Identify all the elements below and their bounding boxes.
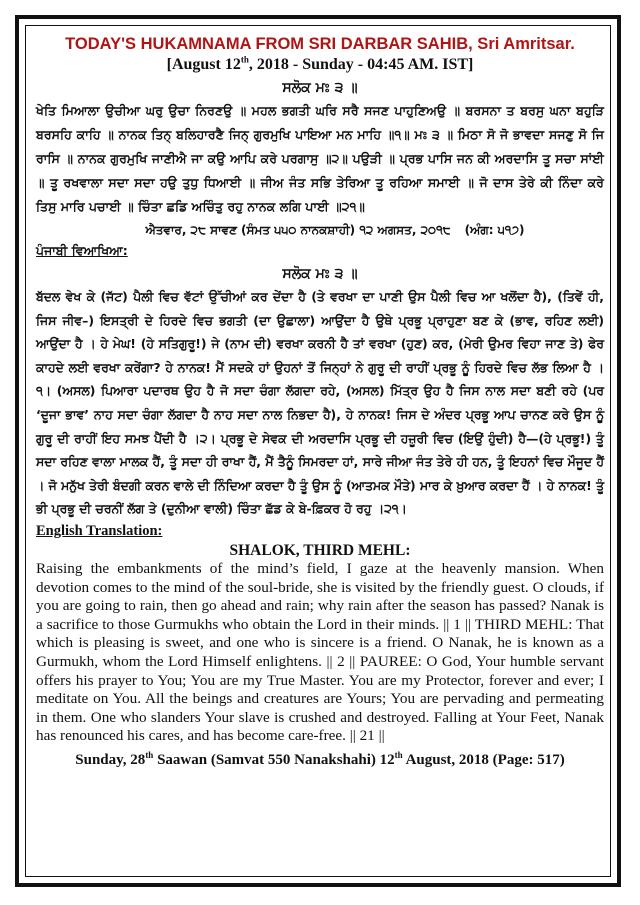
- gurmukhi-heading: ਸਲੋਕ ਮਃ ੩ ॥: [282, 80, 358, 96]
- hukamnama-content: [36, 34, 604, 770]
- english-section-label: English Translation:: [36, 522, 163, 539]
- english-footer-date: Sunday, 28th Saawan (Samvat 550 Nanakshahi) 12th August, 2018 (Page: 517): [75, 749, 565, 768]
- punjabi-heading: ਸਲੋਕ ਮਃ ੩ ॥: [282, 266, 358, 282]
- punjabi-explanation: ਬੱਦਲ ਵੇਖ ਕੇ (ਜੱਟ) ਪੈਲੀ ਵਿਚ ਵੱਟਾਂ ਉੱਚੀਆਂ ਕਰ ਦੇਂਦਾ ਹੈ (ਤੇ ਵਰਖਾ ਦਾ ਪਾਣੀ ਉਸ ਪੈਲੀ ਵਿਚ ਆ ਖਲੋਂਦਾ ਹੈ), (ਤਿਵੇਂ ਹੀ, ਜਿਸ ਜੀਵ–) ਇਸਤ੍ਰੀ ਦੇ ਹਿਰਦੇ ਵਿਚ ਭਗਤੀ (ਦਾ ਉਛਾਲਾ) ਆਉਂਦਾ ਹੈ ਉਥੇ ਪ੍ਰਭੂ ਪ੍ਰਾਹੁਣਾ ਬਣ ਕੇ (ਭਾਵ, ਰਹਿਣ ਲਈ) ਆਉਂਦਾ ਹੈ । ਹੇ ਮੇਘ! (ਹੇ ਸਤਿਗੁਰੂ!) ਜੇ (ਨਾਮ ਦੀ) ਵਰਖਾ ਕਰਨੀ ਹੈ ਤਾਂ ਵਰਖਾ (ਹੁਣ) ਕਰ, (ਮੇਰੀ ਉਮਰ ਵਿਹਾ ਜਾਣ ਤੇ) ਫੇਰ ਕਾਹਦੇ ਲਈ ਵਰਖਾ ਕਰੇਂਗਾ? ਹੇ ਨਾਨਕ! ਮੈਂ ਸਦਕੇ ਹਾਂ ਉਹਨਾਂ ਤੋਂ ਜਿਨ੍ਹਾਂ ਨੇ ਗੁਰੂ ਦੀ ਰਾਹੀਂ ਪ੍ਰਭੂ ਨੂੰ ਹਿਰਦੇ ਵਿਚ ਲੱਭ ਲਿਆ ਹੈ ।੧। (ਅਸਲ) ਪਿਆਰਾ ਪਦਾਰਥ ਉਹ ਹੈ ਜੋ ਸਦਾ ਚੰਗਾ ਲੱਗਦਾ ਰਹੇ, (ਅਸਲ) ਮਿੱਤ੍ਰ ਉਹ ਹੈ ਜਿਸ ਨਾਲ ਸਦਾ ਬਣੀ ਰਹੇ (ਪਰ ‘ਦੂਜਾ ਭਾਵ’ ਨਾਹ ਸਦਾ ਚੰਗਾ ਲੱਗਦਾ ਹੈ ਨਾਹ ਸਦਾ ਨਾਲ ਨਿਭਦਾ ਹੈ), ਹੇ ਨਾਨਕ! ਜਿਸ ਦੇ ਅੰਦਰ ਪ੍ਰਭੂ ਆਪ ਚਾਨਣ ਕਰੇ ਉਸ ਨੂੰ ਗੁਰੂ ਦੀ ਰਾਹੀਂ ਇਹ ਸਮਝ ਪੈਂਦੀ ਹੈ ।੨। ਪ੍ਰਭੂ ਦੇ ਸੇਵਕ ਦੀ ਅਰਦਾਸਿ ਪ੍ਰਭੂ ਦੀ ਹਜ਼ੂਰੀ ਵਿਚ (ਇਉਂ ਹੁੰਦੀ) ਹੈ—(ਹੇ ਪ੍ਰਭੂ!) ਤੂੰ ਸਦਾ ਰਹਿਣ ਵਾਲਾ ਮਾਲਕ ਹੈਂ, ਤੂੰ ਸਦਾ ਹੀ ਰਾਖਾ ਹੈਂ, ਮੈਂ ਤੈਨੂੰ ਸਿਮਰਦਾ ਹਾਂ, ਸਾਰੇ ਜੀਆ ਜੰਤ ਤੇਰੇ ਹੀ ਹਨ, ਤੂੰ ਇਹਨਾਂ ਵਿਚ ਮੌਜੂਦ ਹੈਂ । ਜੋ ਮਨੁੱਖ ਤੇਰੀ ਬੰਦਗੀ ਕਰਨ ਵਾਲੇ ਦੀ ਨਿੰਦਿਆ ਕਰਦਾ ਹੈ ਤੂੰ ਉਸ ਨੂੰ (ਆਤਮਕ ਮੌਤੇ) ਮਾਰ ਕੇ ਖ਼ੁਆਰ ਕਰਦਾ ਹੈਂ । ਹੇ ਨਾਨਕ! ਤੂੰ ਭੀ ਪ੍ਰਭੂ ਦੀ ਚਰਨੀਂ ਲੱਗ ਤੇ (ਦੁਨੀਆ ਵਾਲੀ) ਚਿੰਤਾ ਛੱਡ ਕੇ ਬੇ-ਫ਼ਿਕਰ ਹੋ ਰਹੁ ।੨੧।: [36, 289, 604, 517]
- gurmukhi-page-ref: (ਅੰਗ: ੫੧੭): [464, 223, 525, 237]
- gurmukhi-footer-date: ਐਤਵਾਰ, ੨੮ ਸਾਵਣ (ਸੰਮਤ ੫੫੦ ਨਾਨਕਸ਼ਾਹੀ) ੧੨ ਅਗਸਤ, ੨੦੧੮ (ਅੰਗ: ੫੧੭): [145, 223, 525, 237]
- header-date: [August 12th, 2018 - Sunday - 04:45 AM. IST]: [166, 54, 474, 73]
- gurmukhi-text: ਖੇਤਿ ਮਿਆਲਾ ਉਚੀਆ ਘਰੁ ਉਚਾ ਨਿਰਣਉ ॥ ਮਹਲ ਭਗਤੀ ਘਰਿ ਸਰੈ ਸਜਣ ਪਾਹੁਣਿਅਉ ॥ ਬਰਸਨਾ ਤ ਬਰਸੁ ਘਨਾ ਬਹੁੜਿ ਬਰਸਹਿ ਕਾਹਿ ॥ ਨਾਨਕ ਤਿਨ੍ ਬਲਿਹਾਰਣੈ ਜਿਨ੍ ਗੁਰਮੁਖਿ ਪਾਇਆ ਮਨ ਮਾਹਿ ॥੧॥ ਮਃ ੩ ॥ ਮਿਠਾ ਸੋ ਜੋ ਭਾਵਦਾ ਸਜਣੁ ਸੋ ਜਿ ਰਾਸਿ ॥ ਨਾਨਕ ਗੁਰਮੁਖਿ ਜਾਣੀਐ ਜਾ ਕਉ ਆਪਿ ਕਰੇ ਪਰਗਾਸੁ ॥੨॥ ਪਉੜੀ ॥ ਪ੍ਰਭ ਪਾਸਿ ਜਨ ਕੀ ਅਰਦਾਸਿ ਤੂ ਸਚਾ ਸਾਂਈ ॥ ਤੂ ਰਖਵਾਲਾ ਸਦਾ ਸਦਾ ਹਉ ਤੁਧੁ ਧਿਆਈ ॥ ਜੀਅ ਜੰਤ ਸਭਿ ਤੇਰਿਆ ਤੂ ਰਹਿਆ ਸਮਾਈ ॥ ਜੋ ਦਾਸ ਤੇਰੇ ਕੀ ਨਿੰਦਾ ਕਰੇ ਤਿਸੁ ਮਾਰਿ ਪਚਾਈ ॥ ਚਿੰਤਾ ਛਡਿ ਅਚਿੰਤੁ ਰਹੁ ਨਾਨਕ ਲਗਿ ਪਾਈ ॥੨੧॥: [36, 103, 604, 214]
- page-title: TODAY'S HUKAMNAMA FROM SRI DARBAR SAHIB, Sri Amritsar.: [65, 35, 575, 53]
- english-translation: Raising the embankments of the mind’s field, I gaze at the heavenly mansion. When devotion comes to the mind of the soul-bride, she is visited by the friendly guest. O clouds, if you are going to rain, then go ahead and rain; why rain after the season has passed? Nanak is a sacrifice to those Gurmukhs who obtain the Lord in their minds. || 1 || THIRD MEHL: That which is pleasing is sweet, and one who is sincere is a friend. O Nanak, he is known as a Gurmukh, whom the Lord Himself enlightens. || 2 || PAUREE: O God, Your humble servant offers his prayer to You; You are my True Master. You are my Protector, forever and ever; I meditate on You. All the beings and creatures are Yours; You are pervading and permeating in them. One who slanders Your slave is crushed and destroyed. Falling at Your Feet, Nanak has renounced his cares, and has become care-free. || 21 ||: [36, 559, 604, 745]
- english-heading: SHALOK, THIRD MEHL:: [229, 541, 411, 559]
- punjabi-section-label: ਪੰਜਾਬੀ ਵਿਆਖਿਆ:: [36, 243, 128, 258]
